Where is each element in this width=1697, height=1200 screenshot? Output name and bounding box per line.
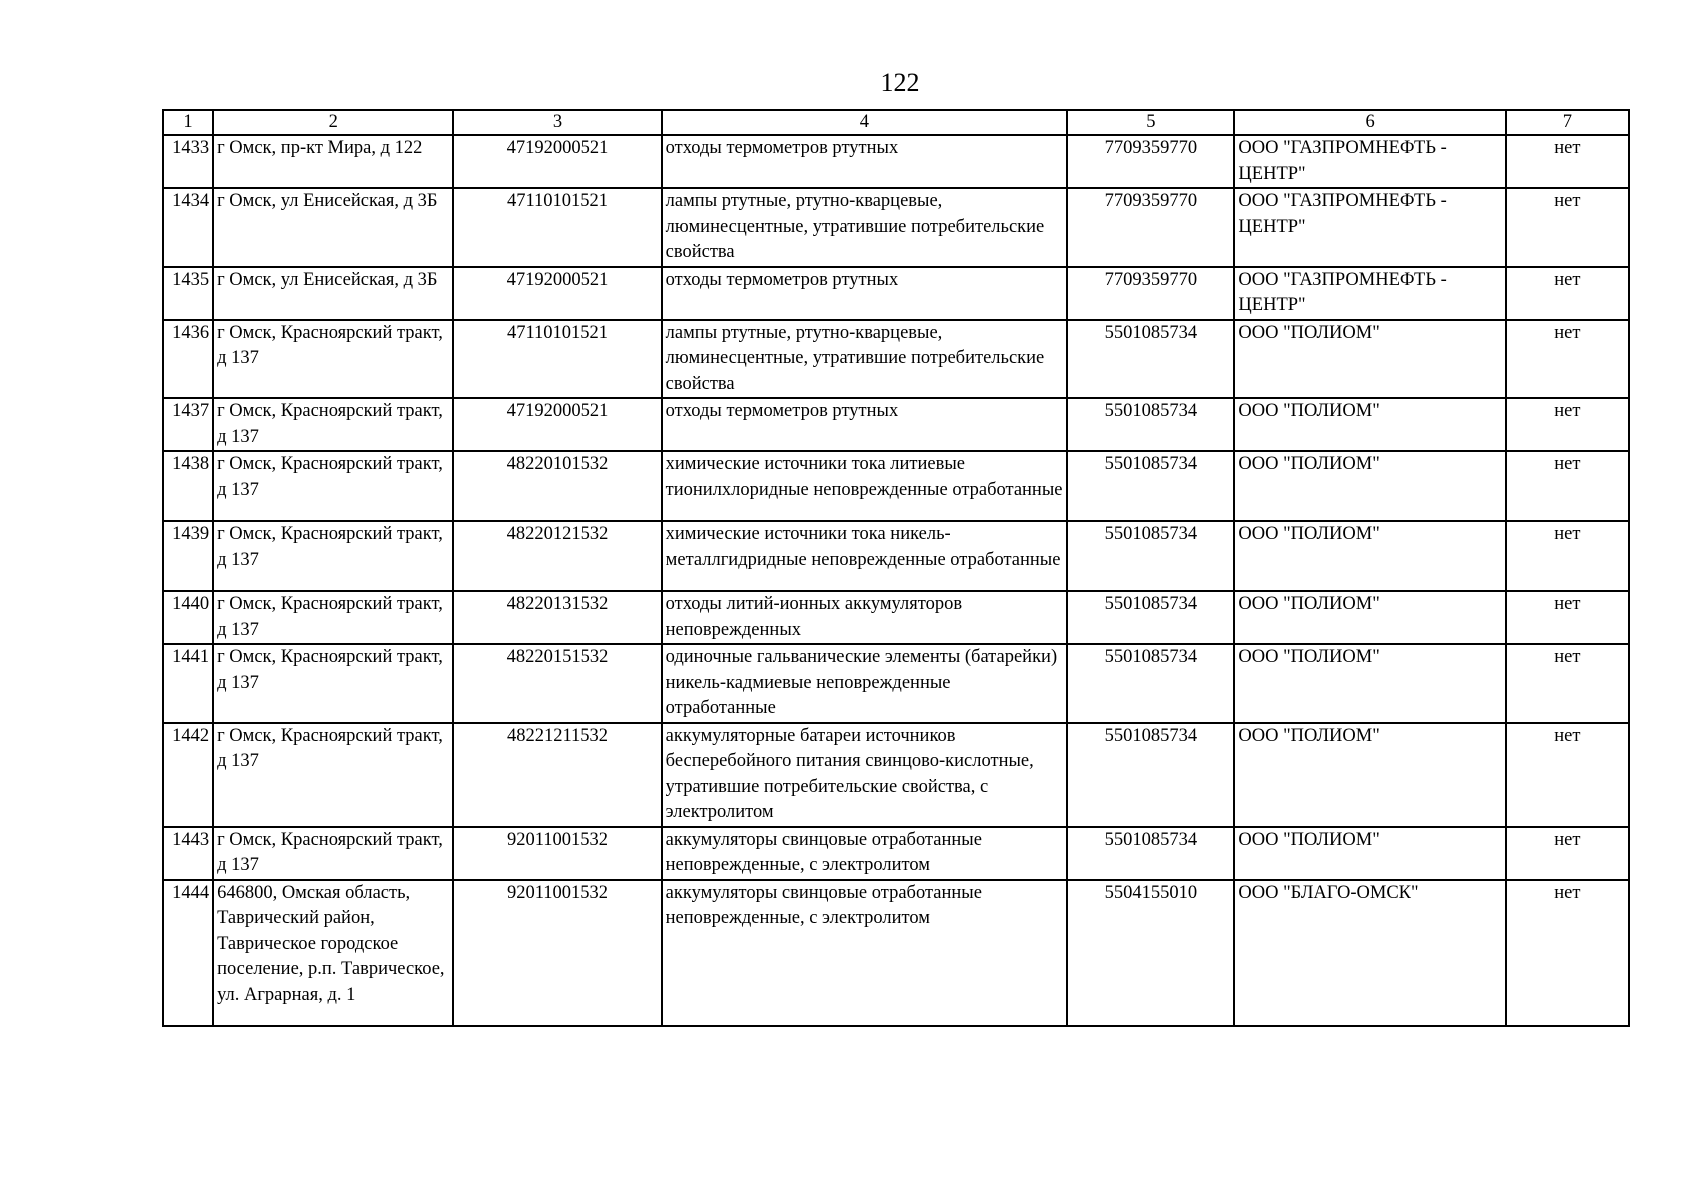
cell-organization: ООО "ПОЛИОМ" [1234,521,1505,591]
cell-address: г Омск, Красноярский тракт, д 137 [213,451,453,521]
column-header-4: 4 [662,110,1068,135]
cell-address: г Омск, Красноярский тракт, д 137 [213,521,453,591]
cell-organization: ООО "ПОЛИОМ" [1234,723,1505,827]
cell-flag: нет [1506,827,1629,880]
table-row [163,320,1629,399]
cell-flag: нет [1506,267,1629,320]
cell-organization: ООО "ПОЛИОМ" [1234,827,1505,880]
cell-row-number: 1439 [163,521,213,591]
table-row [163,644,1629,723]
table-row [163,135,1629,188]
cell-address: г Омск, ул Енисейская, д 3Б [213,267,453,320]
cell-waste-code: 47192000521 [453,135,661,188]
cell-flag: нет [1506,451,1629,521]
table-row [163,827,1629,880]
cell-waste-name: химические источники тока никель-металлгидридные неповрежденные отработанные [662,521,1068,591]
cell-waste-name: отходы термометров ртутных [662,267,1068,320]
column-header-1: 1 [163,110,213,135]
table-row [163,451,1629,521]
cell-organization: ООО "ПОЛИОМ" [1234,644,1505,723]
column-header-3: 3 [453,110,661,135]
cell-address: г Омск, Красноярский тракт, д 137 [213,591,453,644]
cell-row-number: 1434 [163,188,213,267]
cell-waste-name: аккумуляторы свинцовые отработанные неповрежденные, с электролитом [662,880,1068,1026]
cell-address: 646800, Омская область, Таврический район, Таврическое городское поселение, р.п. Таврическое, ул. Аграрная, д. 1 [213,880,453,1026]
cell-row-number: 1440 [163,591,213,644]
table-row [163,591,1629,644]
cell-organization: ООО "ПОЛИОМ" [1234,398,1505,451]
table-body [163,135,1629,1026]
cell-inn: 7709359770 [1067,135,1234,188]
cell-inn: 5501085734 [1067,723,1234,827]
cell-organization: ООО "ПОЛИОМ" [1234,591,1505,644]
table-row [163,188,1629,267]
cell-waste-name: лампы ртутные, ртутно-кварцевые, люминесцентные, утратившие потребительские свойства [662,320,1068,399]
header-row [163,110,1629,135]
cell-waste-name: аккумуляторы свинцовые отработанные неповрежденные, с электролитом [662,827,1068,880]
column-header-2: 2 [213,110,453,135]
cell-inn: 5501085734 [1067,521,1234,591]
cell-organization: ООО "ГАЗПРОМНЕФТЬ - ЦЕНТР" [1234,267,1505,320]
table-row [163,521,1629,591]
cell-organization: ООО "ГАЗПРОМНЕФТЬ - ЦЕНТР" [1234,135,1505,188]
table-header [163,110,1629,135]
table-row [163,880,1629,1026]
cell-row-number: 1436 [163,320,213,399]
cell-waste-code: 92011001532 [453,827,661,880]
cell-flag: нет [1506,880,1629,1026]
cell-organization: ООО "ПОЛИОМ" [1234,451,1505,521]
cell-row-number: 1443 [163,827,213,880]
cell-flag: нет [1506,591,1629,644]
cell-inn: 5501085734 [1067,827,1234,880]
cell-waste-code: 47192000521 [453,267,661,320]
cell-waste-code: 92011001532 [453,880,661,1026]
cell-row-number: 1442 [163,723,213,827]
cell-address: г Омск, Красноярский тракт, д 137 [213,398,453,451]
table-row [163,267,1629,320]
cell-address: г Омск, Красноярский тракт, д 137 [213,644,453,723]
column-header-7: 7 [1506,110,1629,135]
cell-address: г Омск, пр-кт Мира, д 122 [213,135,453,188]
cell-flag: нет [1506,320,1629,399]
cell-waste-code: 47110101521 [453,320,661,399]
cell-waste-name: лампы ртутные, ртутно-кварцевые, люминесцентные, утратившие потребительские свойства [662,188,1068,267]
cell-waste-code: 47192000521 [453,398,661,451]
cell-row-number: 1441 [163,644,213,723]
cell-flag: нет [1506,188,1629,267]
cell-organization: ООО "ГАЗПРОМНЕФТЬ - ЦЕНТР" [1234,188,1505,267]
cell-waste-name: химические источники тока литиевые тионилхлоридные неповрежденные отработанные [662,451,1068,521]
cell-inn: 7709359770 [1067,188,1234,267]
cell-flag: нет [1506,521,1629,591]
cell-waste-name: одиночные гальванические элементы (батарейки) никель-кадмиевые неповрежденные отработанные [662,644,1068,723]
cell-organization: ООО "БЛАГО-ОМСК" [1234,880,1505,1026]
cell-address: г Омск, Красноярский тракт, д 137 [213,320,453,399]
cell-waste-code: 48220151532 [453,644,661,723]
cell-flag: нет [1506,398,1629,451]
cell-waste-code: 48220131532 [453,591,661,644]
cell-inn: 5504155010 [1067,880,1234,1026]
cell-row-number: 1438 [163,451,213,521]
cell-address: г Омск, Красноярский тракт, д 137 [213,827,453,880]
cell-flag: нет [1506,644,1629,723]
page-number: 122 [880,68,920,97]
cell-inn: 5501085734 [1067,591,1234,644]
column-header-5: 5 [1067,110,1234,135]
cell-row-number: 1433 [163,135,213,188]
cell-row-number: 1435 [163,267,213,320]
cell-waste-name: отходы литий-ионных аккумуляторов неповрежденных [662,591,1068,644]
cell-inn: 5501085734 [1067,644,1234,723]
cell-address: г Омск, ул Енисейская, д 3Б [213,188,453,267]
column-header-6: 6 [1234,110,1505,135]
cell-address: г Омск, Красноярский тракт, д 137 [213,723,453,827]
cell-waste-name: аккумуляторные батареи источников бесперебойного питания свинцово-кислотные, утратившие потребительские свойства, с электролитом [662,723,1068,827]
cell-waste-code: 48220101532 [453,451,661,521]
waste-registry-table [162,109,1630,1027]
cell-inn: 5501085734 [1067,398,1234,451]
cell-waste-name: отходы термометров ртутных [662,398,1068,451]
cell-row-number: 1437 [163,398,213,451]
cell-row-number: 1444 [163,880,213,1026]
cell-waste-code: 47110101521 [453,188,661,267]
cell-inn: 5501085734 [1067,320,1234,399]
cell-waste-code: 48220121532 [453,521,661,591]
cell-waste-name: отходы термометров ртутных [662,135,1068,188]
cell-organization: ООО "ПОЛИОМ" [1234,320,1505,399]
cell-flag: нет [1506,135,1629,188]
cell-flag: нет [1506,723,1629,827]
cell-inn: 5501085734 [1067,451,1234,521]
cell-inn: 7709359770 [1067,267,1234,320]
table-row [163,723,1629,827]
table-row [163,398,1629,451]
cell-waste-code: 48221211532 [453,723,661,827]
